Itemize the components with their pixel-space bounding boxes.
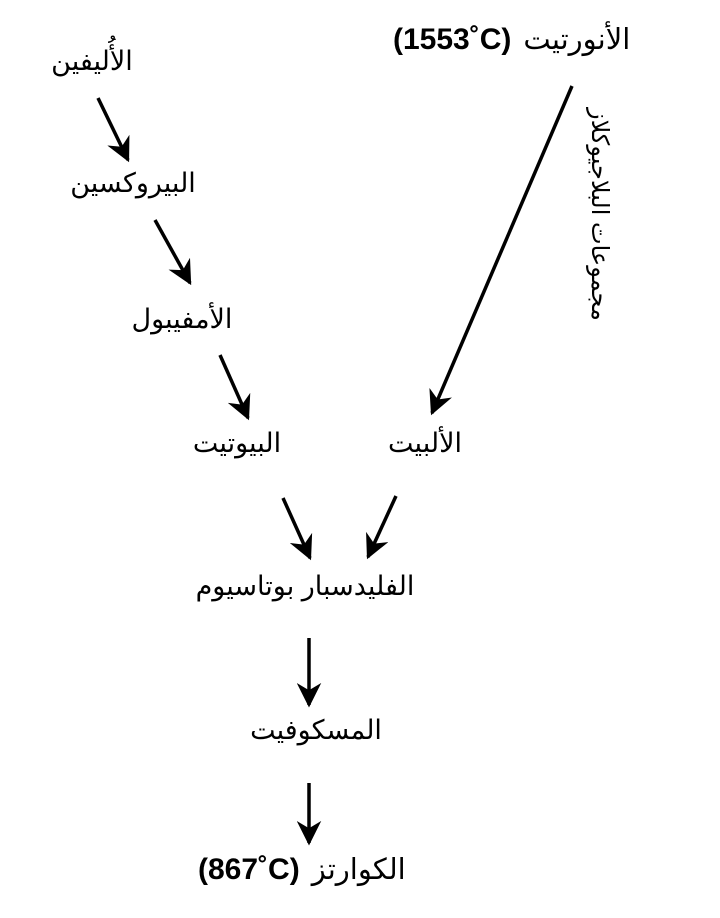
anorthite-label: الأنورتيت bbox=[523, 24, 631, 56]
mineral-muscovite: المسكوفيت bbox=[250, 715, 382, 745]
mineral-biotite: البيوتيت bbox=[192, 428, 282, 458]
mineral-olivine: الأُليفين bbox=[51, 46, 133, 76]
quartz-label: الكوارتز bbox=[311, 854, 406, 886]
arrow-albite-to-k-feldspar bbox=[368, 496, 396, 557]
arrow-olivine-to-pyroxene bbox=[98, 98, 128, 160]
mineral-quartz bbox=[198, 855, 406, 885]
mineral-albite: الألبيت bbox=[388, 428, 462, 458]
arrow-anorthite-to-albite bbox=[432, 86, 572, 413]
arrow-amphibole-to-biotite bbox=[220, 355, 248, 418]
arrow-biotite-to-k-feldspar bbox=[283, 498, 310, 558]
quartz-temperature: (867˚C) bbox=[198, 853, 300, 886]
plagioclase-series-label: مجموعات البلاجيوكلاز bbox=[586, 108, 613, 321]
anorthite-temperature: (1553˚C) bbox=[393, 23, 512, 56]
mineral-pyroxene: البيروكسين bbox=[70, 168, 196, 198]
arrow-pyroxene-to-amphibole bbox=[155, 220, 190, 283]
mineral-anorthite bbox=[393, 25, 630, 55]
mineral-amphibole: الأمفيبول bbox=[131, 304, 233, 334]
mineral-potassium-feldspar: الفليدسبار بوتاسيوم bbox=[195, 571, 415, 601]
